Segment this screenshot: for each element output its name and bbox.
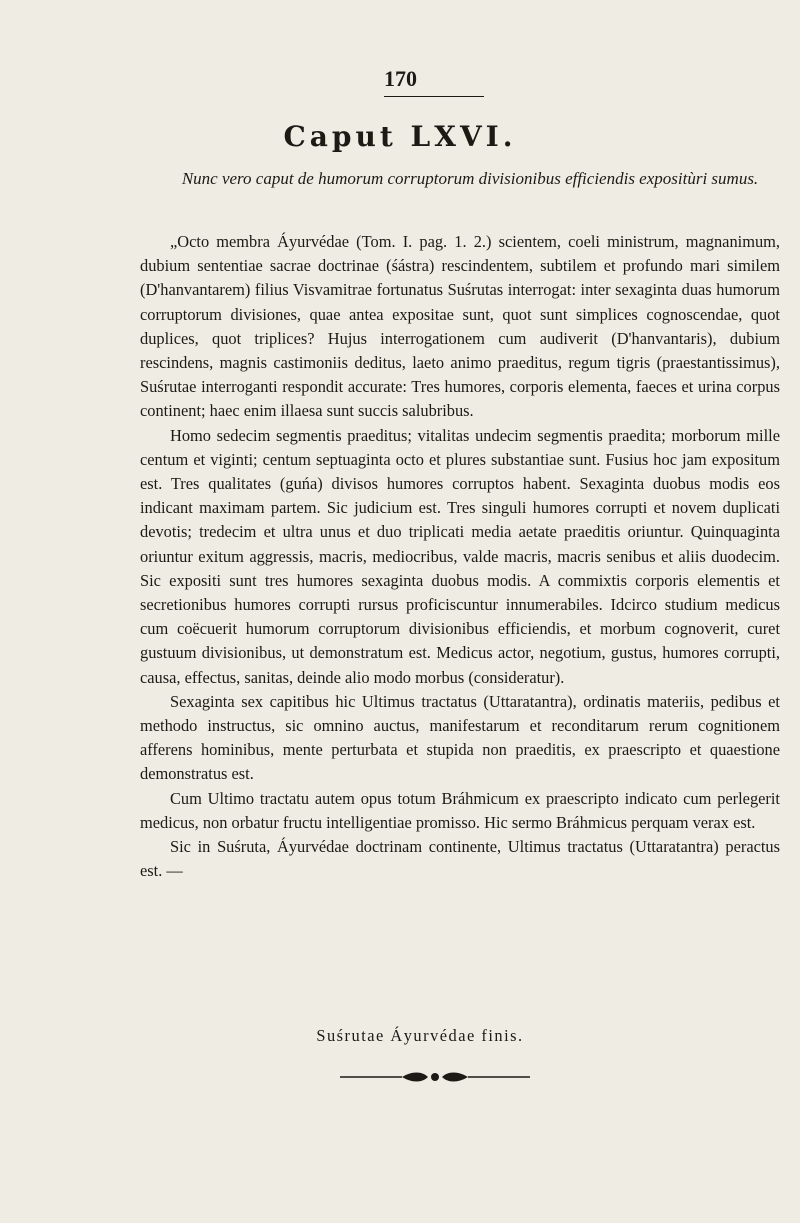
paragraph: Cum Ultimo tractatu autem opus totum Bráhmicum ex praescripto indicato cum perlegerit medicus, non orbatur fructu intelligentiae promisso. Hic sermo Bráhmicus perquam verax est.	[140, 788, 780, 832]
paragraph: „Octo membra Áyurvédae (Tom. I. pag. 1. 2.) scientem, coeli ministrum, magnanimum, dubium sententiae sacrae doctrinae (śástra) rescindentem, subtilem et profundo mari similem (D'hanvantarem) filius Visvamitrae fortunatus Suśrutas interrogat: inter sexaginta duas humorum corruptorum divisiones, quae antea expositae sunt, quot sunt simplices cognoscendae, quot duplices, quot triplices? Hujus interrogationem cum audiverit (D'hanvantaris), dubium rescindens, magnis castimoniis deditus, laeto animo praeditus, regum tigris (praestantissimus), Suśrutae interroganti respondit accurate: Tres humores, corporis elementa, faeces et urina corpus continent; haec enim illaesa sunt succis salubribus.	[140, 232, 780, 421]
paragraph: Sexaginta sex capitibus hic Ultimus tractatus (Uttaratantra), ordinatis materiis, pedibus et methodo instructus, sic omnino auctus, manifestarum et reconditarum rerum cognitionem afferens hominibus, mente perturbata et stupida non praeditis, ex praescripto et quaestione demonstratus est.	[140, 691, 780, 784]
paragraph: Homo sedecim segmentis praeditus; vitalitas undecim segmentis praedita; morborum mille centum et viginti; centum septuaginta octo et plures substantiae sunt. Fusius hoc jam expositum est. Tres qualitates (guńa) divisos humores corruptos habent. Sexaginta duobus modis eos indicant maximam partem. Sic judicium est. Tres singuli humores corrupti et novem duplicati devotis; tredecim et ultra unus et duo triplicati media aetate praeditis oriuntur. Quinquaginta oriuntur exitum aggressis, macris, mediocribus, valde macris, macris senibus et aliis duodecim. Sic expositi sunt tres humores sexaginta duobus modis. A commixtis corporis elementis et secretionibus humores corrupti rursus proficiscuntur innumerabiles. Idcirco studium medicus cum coëcuerit humorum corruptorum divisionibus efficiendis, et morbum cognoverit, curet gustuum divisionibus, ut demonstratum est. Medicus actor, negotium, gustus, humores corrupti, causa, effectus, sanitas, deinde alio modo morbus (consideratur).	[140, 425, 780, 687]
chapter-subtitle: Nunc vero caput de humorum corruptorum divisionibus efficiendis expositùri sumus.	[181, 169, 759, 188]
ornament-divider	[340, 1070, 530, 1084]
chapter-title: Caput LXVI.	[283, 120, 517, 153]
page-number: 170	[384, 66, 417, 91]
finis-line: Suśrutae Áyurvédae finis.	[316, 1026, 524, 1045]
body-text	[140, 230, 780, 883]
header-rule	[384, 96, 484, 97]
paragraph: Sic in Suśruta, Áyurvédae doctrinam continente, Ultimus tractatus (Uttaratantra) peractus est. —	[140, 837, 780, 881]
